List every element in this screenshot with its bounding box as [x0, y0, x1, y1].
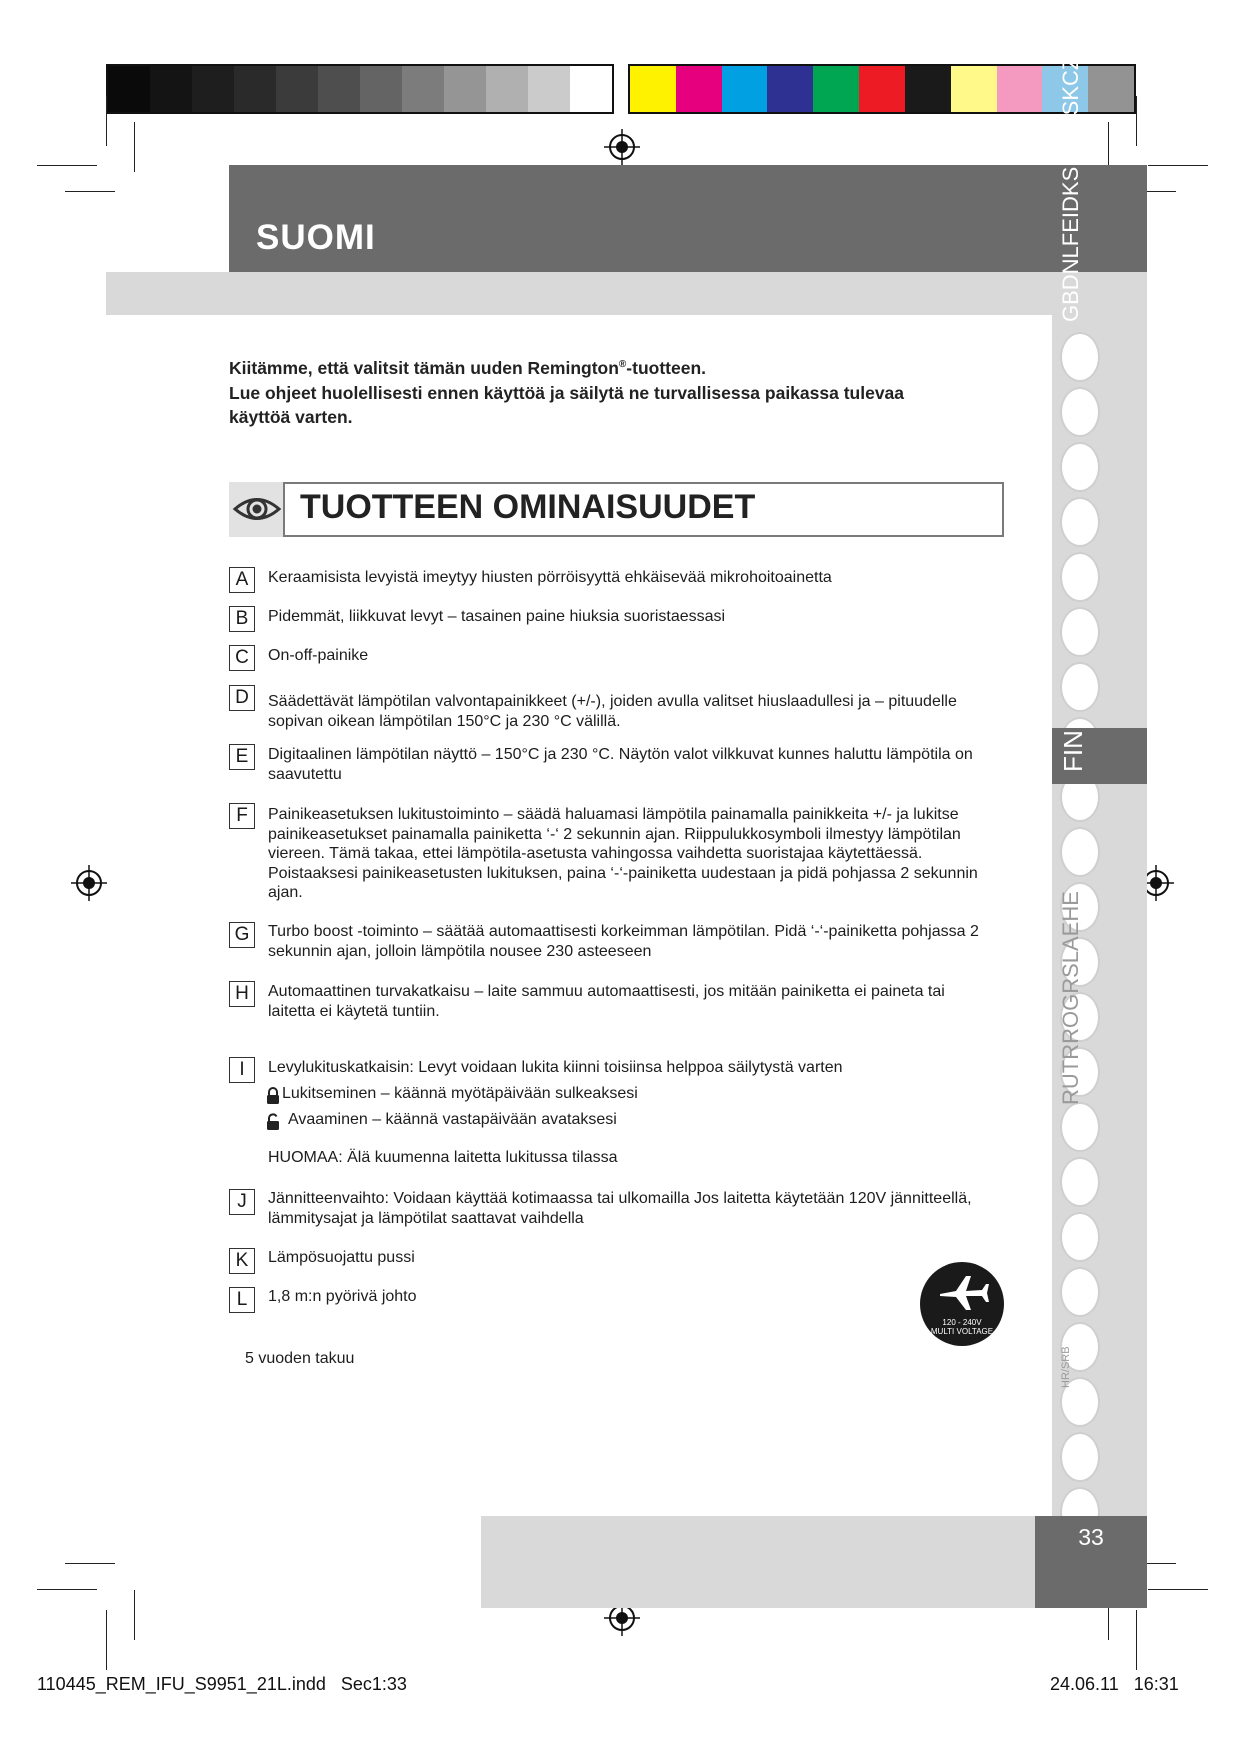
feature-text: Säädettävät lämpötilan valvontapainikkeet (+/-), joiden avulla valitset hiuslaadullesi ja – pituudelle sopivan oikean lämpötilan 150°C ja 230 °C välillä.	[268, 693, 957, 730]
language-tab-oval	[1060, 1212, 1100, 1262]
color-calibration-bar	[106, 64, 1136, 114]
color-swatch	[318, 66, 360, 112]
color-swatch	[630, 66, 676, 112]
feature-letter: I	[229, 1057, 255, 1083]
feature-text: On-off-painike	[268, 647, 369, 664]
date-slug: 24.06.11 16:31	[1050, 1674, 1179, 1694]
crop-mark	[134, 122, 135, 172]
language-tab-oval	[1060, 552, 1100, 602]
feature-text: Digitaalinen lämpötilan näyttö – 150°C ja 230 °C. Näytön valot vilkkuvat kunnes haluttu lämpötila on saavutettu	[268, 746, 973, 783]
feature-text: 1,8 m:n pyörivä johto	[268, 1288, 417, 1305]
crop-mark	[1148, 1589, 1208, 1590]
color-swatch	[905, 66, 951, 112]
language-codes-top-partial: PSKCZ	[1058, 56, 1083, 130]
page-number: 33	[1078, 1524, 1104, 1550]
feature-text: Turbo boost -toiminto – säätää automaattisesti korkeimman lämpötilan. Pidä ‘-‘-painiketta pohjassa 2 sekunnin ajan, jolloin lämpötila nousee 230 asteeseen	[268, 923, 979, 960]
warranty-text: 5 vuoden takuu	[245, 1350, 355, 1367]
color-swatch	[997, 66, 1043, 112]
language-tab-oval	[1060, 1157, 1100, 1207]
language-tab-oval	[1060, 1267, 1100, 1317]
language-tab-oval	[1060, 662, 1100, 712]
crop-mark	[65, 191, 115, 192]
feature-text: Automaattinen turvakatkaisu – laite sammuu automaattisesti, jos mitään painiketta ei paineta tai laitetta ei käytetä tuntiin.	[268, 983, 945, 1020]
color-swatch	[444, 66, 486, 112]
active-language-label: FIN	[1058, 730, 1088, 772]
crop-mark	[65, 1563, 115, 1564]
crop-mark	[106, 96, 107, 146]
voltage-range: 120 - 240V	[942, 1318, 982, 1327]
unlock-instruction: Avaaminen – käännä vastapäivään avataksesi	[288, 1111, 617, 1128]
language-tab-oval	[1060, 332, 1100, 382]
color-swatch	[722, 66, 768, 112]
feature-letter: H	[229, 981, 255, 1007]
voltage-label: MULTI VOLTAGE	[930, 1327, 994, 1336]
language-tab-oval	[1060, 1102, 1100, 1152]
color-swatch	[813, 66, 859, 112]
feature-text: Pidemmät, liikkuvat levyt – tasainen paine hiuksia suoristaessasi	[268, 608, 726, 625]
language-tab-oval	[1060, 827, 1100, 877]
section-title: TUOTTEEN OMINAISUUDET	[300, 488, 756, 526]
color-swatch	[570, 66, 612, 112]
color-swatch	[402, 66, 444, 112]
unlock-icon	[266, 1113, 284, 1131]
feature-letter: F	[229, 803, 255, 829]
color-swatch	[676, 66, 722, 112]
crop-mark	[1136, 96, 1137, 146]
feature-letter: G	[229, 922, 255, 948]
color-swatch	[108, 66, 150, 112]
color-swatch	[192, 66, 234, 112]
eye-icon	[229, 482, 285, 537]
color-swatch	[767, 66, 813, 112]
crop-mark	[1136, 1610, 1137, 1670]
file-slug: 110445_REM_IFU_S9951_21L.indd Sec1:33	[37, 1674, 407, 1694]
color-swatch	[951, 66, 997, 112]
feature-letter: K	[229, 1248, 255, 1274]
crop-mark	[37, 1589, 97, 1590]
crop-mark	[106, 1610, 107, 1670]
feature-text: Jännitteenvaihto: Voidaan käyttää kotimaassa tai ulkomailla Jos laitetta käytetään 120V jännitteellä, lämmitysajat ja lämpötilat saattavat vaihdella	[268, 1190, 972, 1227]
lock-icon	[266, 1087, 280, 1105]
color-swatch	[234, 66, 276, 112]
feature-letter: J	[229, 1189, 255, 1215]
feature-text: Levylukituskatkaisin: Levyt voidaan lukita kiinni toisiinsa helppoa säilytystä varten	[268, 1059, 843, 1076]
page-title: SUOMI	[256, 218, 376, 257]
intro-line-2: Lue ohjeet huolellisesti ennen käyttöä ja säilytä ne turvallisessa paikassa tulevaa	[229, 383, 905, 403]
feature-letter: E	[229, 744, 255, 770]
color-swatch	[859, 66, 905, 112]
registration-mark-icon	[71, 865, 107, 901]
feature-letter: A	[229, 567, 255, 593]
language-tab-oval	[1060, 387, 1100, 437]
crop-mark	[1148, 165, 1208, 166]
section-icon-box	[229, 482, 285, 537]
feature-text: Painikeasetuksen lukitustoiminto – säädä haluamasi lämpötila painamalla painikkeita +/- ja lukitse painikeasetukset painamalla painiketta ‘-‘ 2 sekunnin ajan. Riippulukkosymboli ilmestyy lämpötilan viereen. Tämä takaa, ettei lämpötila-asetusta vahingossa vaihdetta suoristajaa käytettäessä. Poistaaksesi painikeasetusten lukituksen, paina ‘-‘-painiketta uudestaan ja pidä pohjassa 2 sekunnin ajan.	[268, 806, 978, 901]
header-shadow-band	[106, 272, 1147, 315]
registration-mark-icon	[604, 129, 640, 165]
language-code-bottom: HR/SRB	[1060, 1346, 1072, 1388]
language-codes-lower: RUTRROGRSLAEHE	[1058, 891, 1083, 1105]
color-swatch	[528, 66, 570, 112]
color-swatch	[150, 66, 192, 112]
feature-text: Keraamisista levyistä imeytyy hiusten pörröisyyttä ehkäisevää mikrohoitoainetta	[268, 569, 832, 586]
crop-mark	[134, 1590, 135, 1640]
feature-letter: B	[229, 606, 255, 632]
multi-voltage-badge	[920, 1262, 1004, 1346]
grayscale-strip	[106, 64, 614, 114]
language-tab-oval	[1060, 442, 1100, 492]
color-swatch	[486, 66, 528, 112]
color-swatch	[1088, 66, 1134, 112]
intro-line-1: Kiitämme, että valitsit tämän uuden Remington®-tuotteen.	[229, 358, 707, 378]
language-codes-top: GBDNLFEIDKS	[1058, 166, 1083, 322]
language-tab-oval	[1060, 497, 1100, 547]
airplane-icon	[936, 1272, 990, 1314]
crop-mark	[37, 165, 97, 166]
feature-letter: D	[229, 685, 255, 711]
intro-line-3: käyttöä varten.	[229, 407, 353, 427]
feature-letter: L	[229, 1287, 255, 1313]
lock-instruction: Lukitseminen – käännä myötäpäivään sulkeaksesi	[282, 1085, 638, 1102]
language-tab-oval	[1060, 607, 1100, 657]
language-tab-oval	[1060, 1432, 1100, 1482]
lock-note: HUOMAA: Älä kuumenna laitetta lukitussa tilassa	[268, 1149, 618, 1166]
color-swatch	[360, 66, 402, 112]
feature-text: Lämpösuojattu pussi	[268, 1249, 415, 1266]
color-swatch	[276, 66, 318, 112]
feature-letter: C	[229, 645, 255, 671]
